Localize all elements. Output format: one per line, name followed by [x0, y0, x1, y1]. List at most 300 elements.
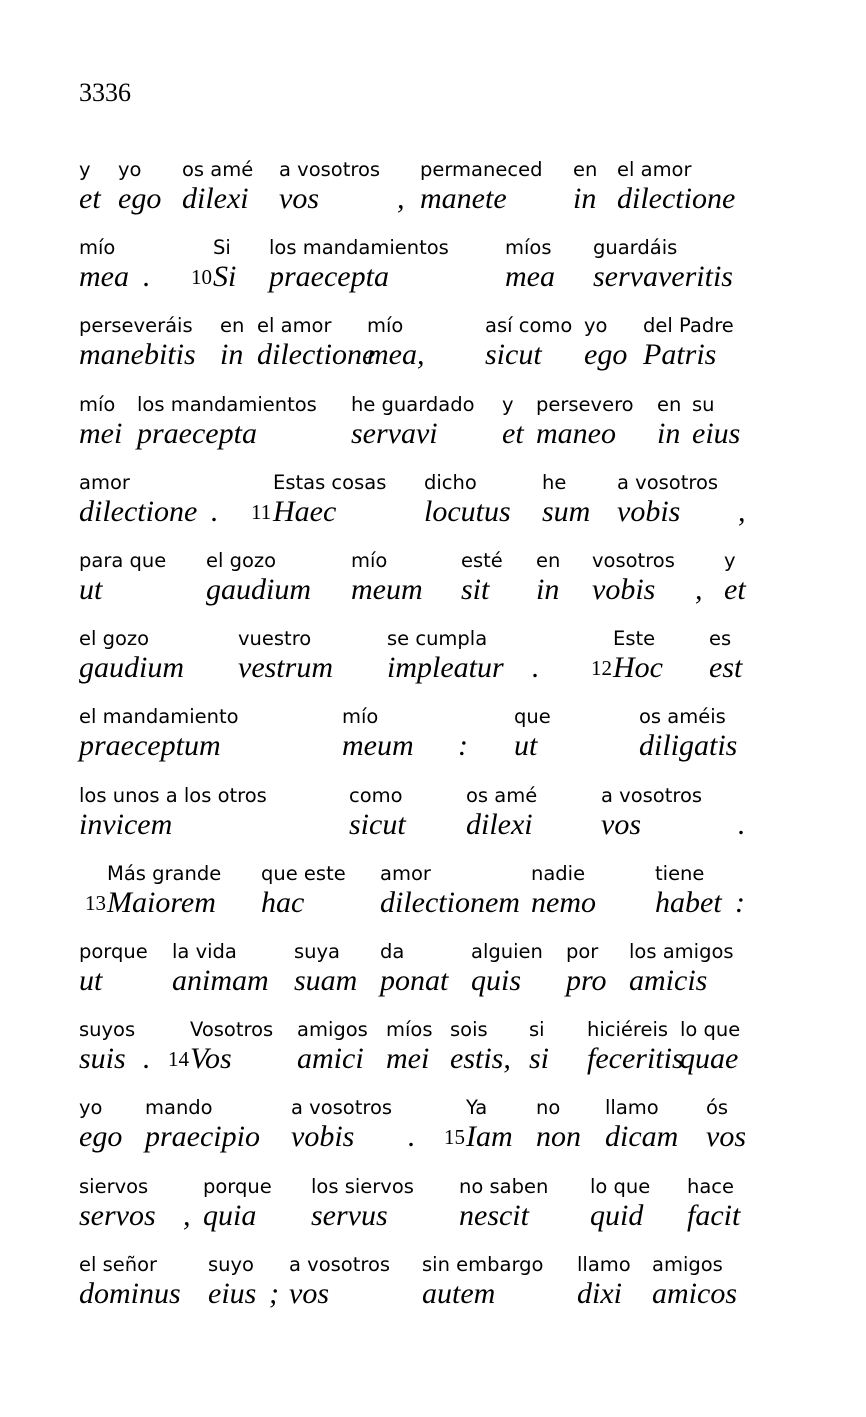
- spanish-gloss: su: [692, 393, 715, 416]
- spanish-gloss: y: [724, 549, 736, 572]
- latin-word: vestrum: [238, 651, 333, 684]
- latin-word: dixi: [577, 1277, 622, 1310]
- spanish-gloss: dicho: [424, 471, 477, 494]
- word-pair: [79, 1174, 156, 1232]
- word-pair: [206, 548, 311, 606]
- word-pair: [639, 704, 738, 762]
- latin-word: sicut: [485, 338, 542, 371]
- latin-word: servus: [311, 1199, 388, 1232]
- latin-word: mea: [505, 260, 555, 293]
- word-pair: [566, 939, 607, 997]
- spanish-gloss: guardáis: [593, 236, 678, 259]
- latin-word: Patris: [643, 338, 717, 371]
- word-pair: [79, 392, 123, 450]
- spanish-gloss: si: [529, 1018, 545, 1041]
- spanish-gloss: en: [536, 549, 561, 572]
- latin-word: vos: [289, 1277, 329, 1310]
- spanish-gloss: mío: [351, 549, 388, 572]
- spanish-gloss: alguien: [471, 940, 543, 963]
- word-pair: [687, 1174, 741, 1232]
- latin-word: autem: [422, 1277, 496, 1310]
- verse-number: 14: [168, 1047, 189, 1071]
- word-pair: [79, 626, 184, 684]
- word-pair: [367, 313, 425, 371]
- word-pair: [273, 470, 387, 528]
- spanish-gloss: para que: [79, 549, 167, 572]
- interlinear-line: [0, 470, 866, 540]
- latin-word: quid: [590, 1199, 644, 1232]
- latin-word: .: [143, 1042, 151, 1075]
- spanish-gloss: y: [502, 393, 514, 416]
- latin-word: dilectione: [257, 338, 376, 371]
- word-pair: [706, 1095, 746, 1153]
- latin-word: sum: [542, 495, 591, 528]
- latin-word: vobis: [592, 573, 656, 606]
- word-pair: [692, 392, 741, 450]
- word-pair: [79, 235, 129, 293]
- latin-word: servos: [79, 1199, 156, 1232]
- latin-word: servaveritis: [593, 260, 733, 293]
- word-pair: [380, 861, 520, 919]
- spanish-gloss: míos: [505, 236, 552, 259]
- word-pair: [424, 470, 511, 528]
- latin-word: :: [458, 729, 468, 762]
- interlinear-line: [0, 1252, 866, 1322]
- latin-word: vos: [279, 182, 319, 215]
- verse-number: 11: [251, 500, 272, 524]
- word-pair: [182, 157, 254, 215]
- spanish-gloss: así como: [485, 314, 573, 337]
- latin-word: facit: [687, 1199, 741, 1232]
- latin-word: si: [529, 1042, 550, 1075]
- word-pair: [208, 1252, 257, 1310]
- interlinear-line: [0, 235, 866, 305]
- latin-word: sicut: [349, 808, 406, 841]
- latin-word: nescit: [459, 1199, 529, 1232]
- word-pair: [709, 626, 743, 684]
- word-pair: [420, 157, 543, 215]
- word-pair: [724, 548, 746, 606]
- word-pair: [291, 1095, 393, 1153]
- word-pair: [79, 939, 148, 997]
- word-pair: [529, 1017, 550, 1075]
- word-pair: [118, 157, 162, 215]
- spanish-gloss: mío: [367, 314, 404, 337]
- spanish-gloss: los unos a los otros: [79, 784, 267, 807]
- latin-word: praecipio: [145, 1120, 260, 1153]
- word-pair: [592, 548, 675, 606]
- latin-word: sit: [461, 573, 490, 606]
- latin-word: dominus: [79, 1277, 181, 1310]
- interlinear-line: [0, 861, 866, 931]
- latin-word: mea: [79, 260, 129, 293]
- word-pair: [342, 704, 414, 762]
- latin-word: diligatis: [639, 729, 738, 762]
- spanish-gloss: a vosotros: [289, 1253, 391, 1276]
- word-pair: [655, 861, 722, 919]
- latin-word: .: [532, 651, 540, 684]
- latin-word: ,: [738, 495, 746, 528]
- latin-word: meum: [342, 729, 414, 762]
- latin-word: in: [220, 338, 244, 371]
- spanish-gloss: esté: [461, 549, 503, 572]
- word-pair: [605, 1095, 679, 1153]
- spanish-gloss: por: [566, 940, 599, 963]
- word-pair: [297, 1017, 368, 1075]
- latin-word: ut: [514, 729, 538, 762]
- word-pair: [386, 1017, 433, 1075]
- word-pair: [643, 313, 734, 371]
- latin-word: locutus: [424, 495, 511, 528]
- word-pair: [542, 470, 591, 528]
- spanish-gloss: he: [542, 471, 567, 494]
- latin-word: ut: [79, 964, 103, 997]
- latin-word: amicis: [629, 964, 708, 997]
- spanish-gloss: Este: [613, 627, 656, 650]
- word-pair: [79, 313, 196, 371]
- spanish-gloss: vuestro: [238, 627, 312, 650]
- spanish-gloss: os amé: [182, 158, 254, 181]
- latin-word: Vos: [190, 1042, 232, 1075]
- word-pair: [79, 783, 267, 841]
- spanish-gloss: el señor: [79, 1253, 158, 1276]
- spanish-gloss: mío: [79, 236, 116, 259]
- verse-number: 12: [591, 656, 612, 680]
- page-number: 3336: [79, 78, 131, 107]
- spanish-gloss: a vosotros: [279, 158, 381, 181]
- latin-word: amici: [297, 1042, 364, 1075]
- latin-word: ,: [183, 1199, 191, 1232]
- word-pair: [79, 157, 101, 215]
- word-pair: [485, 313, 573, 371]
- latin-word: in: [536, 573, 560, 606]
- spanish-gloss: porque: [79, 940, 148, 963]
- spanish-gloss: vosotros: [592, 549, 675, 572]
- latin-word: maneo: [536, 417, 616, 450]
- latin-word: praecepta: [137, 417, 257, 450]
- latin-word: ut: [79, 573, 103, 606]
- spanish-gloss: que este: [261, 862, 346, 885]
- spanish-gloss: os amé: [466, 784, 538, 807]
- word-pair: [311, 1174, 414, 1232]
- word-pair: [617, 470, 719, 528]
- spanish-gloss: amor: [79, 471, 130, 494]
- word-pair: [79, 470, 198, 528]
- spanish-gloss: el amor: [617, 158, 692, 181]
- latin-word: dicam: [605, 1120, 679, 1153]
- spanish-gloss: en: [573, 158, 598, 181]
- latin-word: gaudium: [79, 651, 184, 684]
- latin-word: ,: [695, 573, 703, 606]
- latin-word: ego: [584, 338, 628, 371]
- spanish-gloss: ós: [706, 1096, 729, 1119]
- latin-word: .: [143, 260, 151, 293]
- latin-word: hac: [261, 886, 305, 919]
- word-pair: [349, 783, 406, 841]
- latin-word: praeceptum: [79, 729, 221, 762]
- latin-word: vobis: [617, 495, 681, 528]
- spanish-gloss: míos: [386, 1018, 433, 1041]
- latin-word: in: [573, 182, 597, 215]
- spanish-gloss: lo que: [680, 1018, 741, 1041]
- spanish-gloss: siervos: [79, 1175, 149, 1198]
- word-pair: [79, 1252, 181, 1310]
- spanish-gloss: el gozo: [79, 627, 150, 650]
- word-pair: [514, 704, 551, 762]
- latin-word: impleatur: [387, 651, 504, 684]
- latin-word: nemo: [531, 886, 596, 919]
- latin-word: meum: [351, 573, 423, 606]
- latin-word: suam: [294, 964, 358, 997]
- latin-word: Maiorem: [107, 886, 216, 919]
- word-pair: [450, 1017, 511, 1075]
- latin-word: manebitis: [79, 338, 196, 371]
- spanish-gloss: del Padre: [643, 314, 734, 337]
- word-pair: [466, 783, 538, 841]
- latin-word: non: [536, 1120, 581, 1153]
- spanish-gloss: no saben: [459, 1175, 549, 1198]
- word-pair: [387, 626, 504, 684]
- word-pair: [351, 392, 475, 450]
- latin-word: quia: [203, 1199, 257, 1232]
- word-pair: [294, 939, 358, 997]
- latin-word: ;: [269, 1277, 279, 1310]
- spanish-gloss: os améis: [639, 705, 726, 728]
- word-pair: [536, 1095, 581, 1153]
- spanish-gloss: suyo: [208, 1253, 254, 1276]
- spanish-gloss: suya: [294, 940, 341, 963]
- spanish-gloss: Estas cosas: [273, 471, 387, 494]
- latin-word: vos: [601, 808, 641, 841]
- latin-word: et: [79, 182, 101, 215]
- spanish-gloss: yo: [118, 158, 142, 181]
- word-pair: [505, 235, 555, 293]
- spanish-gloss: los mandamientos: [137, 393, 317, 416]
- interlinear-line: [0, 704, 866, 774]
- spanish-gloss: los amigos: [629, 940, 734, 963]
- spanish-gloss: yo: [584, 314, 608, 337]
- interlinear-line: [0, 392, 866, 462]
- word-pair: [261, 861, 346, 919]
- interlinear-line: [0, 313, 866, 383]
- spanish-gloss: a vosotros: [291, 1096, 393, 1119]
- word-pair: [652, 1252, 737, 1310]
- latin-word: eius: [692, 417, 741, 450]
- spanish-gloss: en: [657, 393, 682, 416]
- spanish-gloss: los siervos: [311, 1175, 414, 1198]
- latin-word: ego: [118, 182, 162, 215]
- latin-word: .: [211, 495, 219, 528]
- spanish-gloss: permaneced: [420, 158, 543, 181]
- latin-word: est: [709, 651, 743, 684]
- word-pair: [213, 235, 237, 293]
- latin-word: pro: [566, 964, 607, 997]
- spanish-gloss: mando: [145, 1096, 213, 1119]
- latin-word: vobis: [291, 1120, 355, 1153]
- latin-word: dilexi: [182, 182, 249, 215]
- word-pair: [590, 1174, 651, 1232]
- spanish-gloss: sin embargo: [422, 1253, 544, 1276]
- word-pair: [459, 1174, 549, 1232]
- spanish-gloss: amigos: [652, 1253, 723, 1276]
- interlinear-line: [0, 1174, 866, 1244]
- latin-word: mei: [386, 1042, 430, 1075]
- latin-word: vos: [706, 1120, 746, 1153]
- latin-word: ,: [397, 182, 405, 215]
- latin-word: ponat: [380, 964, 449, 997]
- verse-number: 15: [444, 1125, 465, 1149]
- latin-word: quis: [471, 964, 522, 997]
- word-pair: [79, 548, 167, 606]
- spanish-gloss: en: [220, 314, 245, 337]
- spanish-gloss: mío: [79, 393, 116, 416]
- spanish-gloss: es: [709, 627, 732, 650]
- word-pair: [617, 157, 736, 215]
- spanish-gloss: el amor: [257, 314, 332, 337]
- spanish-gloss: Vosotros: [190, 1018, 274, 1041]
- word-pair: [145, 1095, 260, 1153]
- word-pair: [573, 157, 598, 215]
- word-pair: [657, 392, 682, 450]
- spanish-gloss: el gozo: [206, 549, 277, 572]
- word-pair: [351, 548, 423, 606]
- spanish-gloss: porque: [203, 1175, 272, 1198]
- spanish-gloss: amor: [380, 862, 431, 885]
- spanish-gloss: los mandamientos: [269, 236, 449, 259]
- latin-word: dilexi: [466, 808, 533, 841]
- word-pair: [584, 313, 628, 371]
- spanish-gloss: hiciéreis: [587, 1018, 669, 1041]
- word-pair: [466, 1095, 513, 1153]
- latin-word: in: [657, 417, 681, 450]
- latin-word: Haec: [273, 495, 337, 528]
- word-pair: [536, 392, 634, 450]
- word-pair: [680, 1017, 741, 1075]
- word-pair: [577, 1252, 631, 1310]
- latin-word: ego: [79, 1120, 123, 1153]
- spanish-gloss: Más grande: [107, 862, 222, 885]
- word-pair: [269, 235, 449, 293]
- word-pair: [238, 626, 333, 684]
- spanish-gloss: he guardado: [351, 393, 475, 416]
- latin-word: Hoc: [613, 651, 663, 684]
- interlinear-line: [0, 1095, 866, 1165]
- latin-word: habet: [655, 886, 722, 919]
- interlinear-line: [0, 548, 866, 618]
- word-pair: [203, 1174, 272, 1232]
- word-pair: [422, 1252, 544, 1310]
- spanish-gloss: suyos: [79, 1018, 136, 1041]
- word-pair: [172, 939, 269, 997]
- word-pair: [257, 313, 376, 371]
- word-pair: [380, 939, 449, 997]
- spanish-gloss: nadie: [531, 862, 586, 885]
- word-pair: [289, 1252, 391, 1310]
- spanish-gloss: Ya: [466, 1096, 488, 1119]
- word-pair: [79, 704, 239, 762]
- spanish-gloss: llamo: [577, 1253, 631, 1276]
- word-pair: [536, 548, 561, 606]
- latin-word: servavi: [351, 417, 438, 450]
- word-pair: [79, 1017, 136, 1075]
- word-pair: [461, 548, 503, 606]
- interlinear-line: [0, 1017, 866, 1087]
- word-pair: [137, 392, 317, 450]
- spanish-gloss: amigos: [297, 1018, 368, 1041]
- spanish-gloss: mío: [342, 705, 379, 728]
- spanish-gloss: y: [79, 158, 91, 181]
- word-pair: [471, 939, 543, 997]
- latin-word: gaudium: [206, 573, 311, 606]
- spanish-gloss: a vosotros: [601, 784, 703, 807]
- spanish-gloss: no: [536, 1096, 561, 1119]
- latin-word: dilectionem: [380, 886, 520, 919]
- spanish-gloss: la vida: [172, 940, 237, 963]
- interlinear-line: [0, 939, 866, 1009]
- spanish-gloss: tiene: [655, 862, 705, 885]
- word-pair: [107, 861, 222, 919]
- spanish-gloss: como: [349, 784, 403, 807]
- latin-word: Iam: [466, 1120, 513, 1153]
- word-pair: [79, 1095, 123, 1153]
- latin-word: mei: [79, 417, 123, 450]
- latin-word: eius: [208, 1277, 257, 1310]
- latin-word: amicos: [652, 1277, 737, 1310]
- latin-word: manete: [420, 182, 507, 215]
- spanish-gloss: se cumpla: [387, 627, 488, 650]
- word-pair: [587, 1017, 684, 1075]
- spanish-gloss: el mandamiento: [79, 705, 239, 728]
- spanish-gloss: lo que: [590, 1175, 651, 1198]
- spanish-gloss: llamo: [605, 1096, 659, 1119]
- latin-word: praecepta: [269, 260, 389, 293]
- word-pair: [502, 392, 524, 450]
- word-pair: [629, 939, 734, 997]
- spanish-gloss: yo: [79, 1096, 103, 1119]
- word-pair: [220, 313, 245, 371]
- latin-word: et: [502, 417, 524, 450]
- spanish-gloss: da: [380, 940, 405, 963]
- latin-word: mea,: [367, 338, 425, 371]
- word-pair: [601, 783, 703, 841]
- latin-word: invicem: [79, 808, 173, 841]
- latin-word: feceritis: [587, 1042, 684, 1075]
- interlinear-line: [0, 626, 866, 696]
- latin-word: animam: [172, 964, 269, 997]
- spanish-gloss: Si: [213, 236, 231, 259]
- word-pair: [593, 235, 733, 293]
- spanish-gloss: a vosotros: [617, 471, 719, 494]
- word-pair: [613, 626, 663, 684]
- latin-word: Si: [213, 260, 237, 293]
- verse-number: 10: [191, 265, 212, 289]
- verse-number: 13: [85, 891, 106, 915]
- latin-word: :: [735, 886, 745, 919]
- interlinear-line: [0, 783, 866, 853]
- interlinear-line: [0, 157, 866, 227]
- spanish-gloss: hace: [687, 1175, 735, 1198]
- word-pair: [531, 861, 596, 919]
- word-pair: [190, 1017, 274, 1075]
- latin-word: suis: [79, 1042, 126, 1075]
- latin-word: .: [408, 1120, 416, 1153]
- latin-word: quae: [680, 1042, 739, 1075]
- latin-word: dilectione: [617, 182, 736, 215]
- latin-word: et: [724, 573, 746, 606]
- spanish-gloss: sois: [450, 1018, 488, 1041]
- spanish-gloss: que: [514, 705, 551, 728]
- latin-word: estis,: [450, 1042, 511, 1075]
